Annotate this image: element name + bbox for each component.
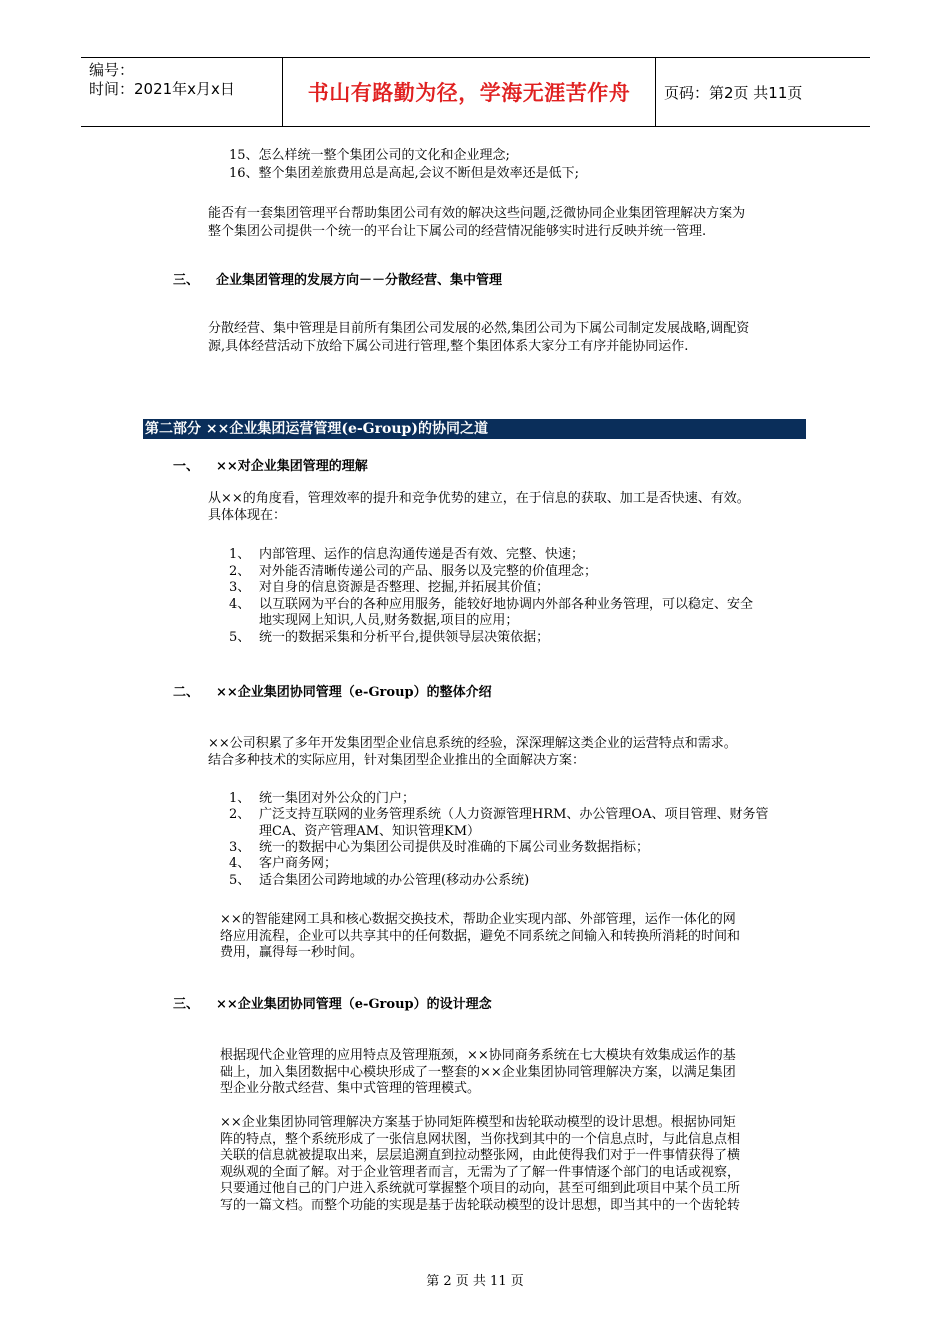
paragraph-line: 关联的信息就被提取出来，层层追溯直到拉动整张网，由此使得我们对于一件事情获得了横 <box>220 1148 741 1163</box>
list-item: 统一的数据采集和分析平台,提供领导层决策依据； <box>259 630 550 645</box>
paragraph-line: 费用，赢得每一秒时间。 <box>220 945 364 960</box>
list-item: 统一集团对外公众的门户； <box>259 791 416 806</box>
paragraph-line: ××企业集团协同管理解决方案基于协同矩阵模型和齿轮联动模型的设计思想。根据协同矩 <box>220 1115 736 1130</box>
list-item-number: 3、 <box>229 580 251 595</box>
paragraph-line: 础上，加入集团数据中心模块形成了一整套的××企业集团协同管理解决方案，以满足集团 <box>220 1065 736 1080</box>
header-divider <box>655 58 656 126</box>
list-item: 以互联网为平台的各种应用服务，能较好地协调内外部各种业务管理，可以稳定、安全 <box>259 597 754 612</box>
paragraph-line: 从××的角度看，管理效率的提升和竞争优势的建立，在于信息的获取、加工是否快速、有效。 <box>208 491 750 506</box>
paragraph-line: 结合多种技术的实际应用，针对集团型企业推出的全面解决方案： <box>208 753 586 768</box>
section-heading: ××企业集团协同管理（e-Group）的设计理念 <box>216 997 492 1012</box>
paragraph-line: 具体体现在： <box>208 508 287 523</box>
list-item-number: 2、 <box>229 807 251 822</box>
list-item: 15、怎么样统一整个集团公司的文化和企业理念; <box>229 148 510 163</box>
section-heading: 企业集团管理的发展方向－－分散经营、集中管理 <box>216 273 503 288</box>
section-heading: ××对企业集团管理的理解 <box>216 459 368 474</box>
page-footer: 第 2 页 共 11 页 <box>426 1274 524 1289</box>
list-item: 适合集团公司跨地域的办公管理(移动办公系统) <box>259 873 530 888</box>
paragraph-line: 只要通过他自己的门户进入系统就可掌握整个项目的动向，甚至可细到此项目中某个员工所 <box>220 1181 741 1196</box>
header-meta <box>89 61 235 99</box>
paragraph-line: 能否有一套集团管理平台帮助集团公司有效的解决这些问题,泛微协同企业集团管理解决方案为 <box>208 206 746 221</box>
list-item-continuation: 理CA、资产管理AM、知识管理KM） <box>259 824 481 839</box>
paragraph-line: 观纵观的全面了解。对于企业管理者而言，无需为了了解一件事情逐个部门的电话或视察， <box>220 1165 741 1180</box>
paragraph-line: 写的一篇文档。而整个功能的实现是基于齿轮联动模型的设计思想，即当其中的一个齿轮转 <box>220 1198 741 1213</box>
section-number: 三、 <box>173 273 200 288</box>
list-item: 客户商务网； <box>259 856 338 871</box>
list-item: 对外能否清晰传递公司的产品、服务以及完整的价值理念； <box>259 564 598 579</box>
section-number: 二、 <box>173 685 200 700</box>
section-number: 三、 <box>173 997 200 1012</box>
list-item-number: 1、 <box>229 791 251 806</box>
list-item: 内部管理、运作的信息沟通传递是否有效、完整、快速； <box>259 547 585 562</box>
list-item-number: 1、 <box>229 547 251 562</box>
paragraph-line: ××公司积累了多年开发集团型企业信息系统的经验，深深理解这类企业的运营特点和需求。 <box>208 736 737 751</box>
header-motto: 书山有路勤为径，学海无涯苦作舟 <box>307 81 631 105</box>
header-page-info: 页码：第2页 共11页 <box>664 83 803 102</box>
list-item-number: 4、 <box>229 856 251 871</box>
paragraph-line: 络应用流程，企业可以共享其中的任何数据，避免不同系统之间输入和转换所消耗的时间和 <box>220 929 741 944</box>
list-item: 16、整个集团差旅费用总是高起,会议不断但是效率还是低下; <box>229 166 580 181</box>
list-item-number: 2、 <box>229 564 251 579</box>
section-heading: ××企业集团协同管理（e-Group）的整体介绍 <box>216 685 492 700</box>
number-label: 编号： <box>89 61 135 79</box>
paragraph-line: 阵的特点，整个系统形成了一张信息网状图，当你找到其中的一个信息点时，与此信息点相 <box>220 1132 741 1147</box>
part-banner: 第二部分 ××企业集团运营管理(e-Group)的协同之道 <box>143 419 806 439</box>
paragraph-line: ××的智能建网工具和核心数据交换技术，帮助企业实现内部、外部管理，运作一体化的网 <box>220 912 736 927</box>
list-item-continuation: 地实现网上知识,人员,财务数据,项目的应用； <box>259 613 519 628</box>
list-item: 统一的数据中心为集团公司提供及时准确的下属公司业务数据指标； <box>259 840 650 855</box>
paragraph-line: 整个集团公司提供一个统一的平台让下属公司的经营情况能够实时进行反映并统一管理. <box>208 224 707 239</box>
paragraph-line: 分散经营、集中管理是目前所有集团公司发展的必然,集团公司为下属公司制定发展战略,调配资 <box>208 321 750 336</box>
list-item-number: 5、 <box>229 873 251 888</box>
section-number: 一、 <box>173 459 200 474</box>
list-item-number: 5、 <box>229 630 251 645</box>
list-item-number: 3、 <box>229 840 251 855</box>
time-label: 时间：2021年x月x日 <box>89 80 235 98</box>
list-item-number: 4、 <box>229 597 251 612</box>
paragraph-line: 根据现代企业管理的应用特点及管理瓶颈，××协同商务系统在七大模块有效集成运作的基 <box>220 1048 736 1063</box>
list-item: 对自身的信息资源是否整理、挖掘,并拓展其价值； <box>259 580 550 595</box>
paragraph-line: 源,具体经营活动下放给下属公司进行管理,整个集团体系大家分工有序并能协同运作. <box>208 339 689 354</box>
paragraph-line: 型企业分散式经营、集中式管理的管理模式。 <box>220 1081 481 1096</box>
page-header <box>81 57 870 127</box>
list-item: 广泛支持互联网的业务管理系统（人力资源管理HRM、办公管理OA、项目管理、财务管 <box>259 807 769 822</box>
